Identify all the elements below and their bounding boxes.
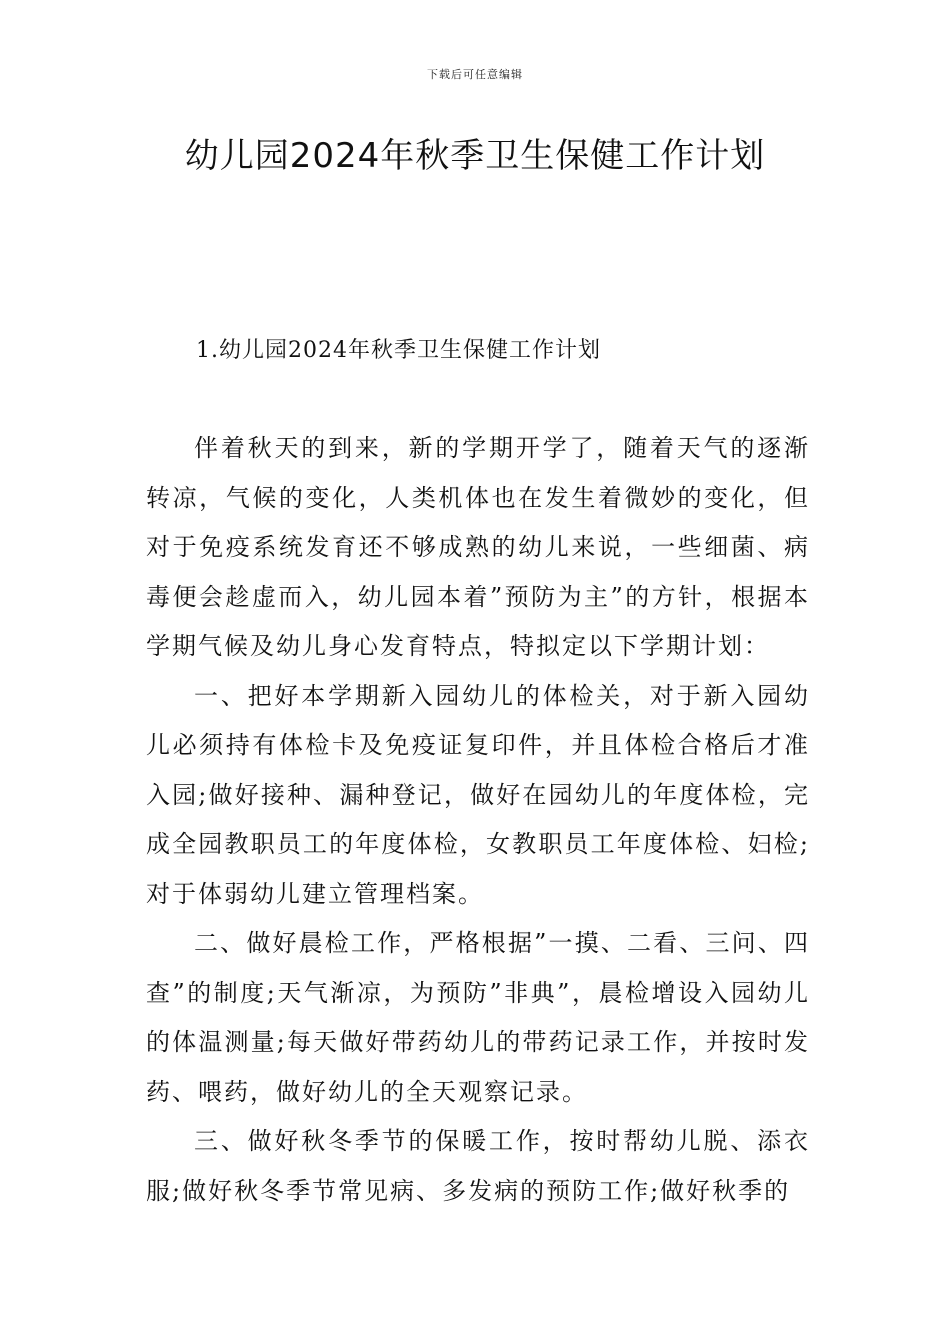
document-title: 幼儿园2024年秋季卫生保健工作计划	[184, 136, 766, 176]
paragraph-intro: 伴着秋天的到来，新的学期开学了，随着天气的逐渐转凉，气候的变化，人类机体也在发生着微妙的变化，但对于免疫系统发育还不够成熟的幼儿来说，一些细菌、病毒便会趁虚而入，幼儿园本着”预防为主”的方针，根据本学期气候及幼儿身心发育特点，特拟定以下学期计划：	[146, 434, 810, 660]
document-body	[146, 424, 810, 1216]
paragraph-item-3: 三、做好秋冬季节的保暖工作，按时帮幼儿脱、添衣服;做好秋冬季节常见病、多发病的预防工作;做好秋季的	[146, 1127, 810, 1205]
paragraph-item-1: 一、把好本学期新入园幼儿的体检关，对于新入园幼儿必须持有体检卡及免疫证复印件，并且体检合格后才准入园;做好接种、漏种登记，做好在园幼儿的年度体检，完成全园教职员工的年度体检，女教职员工年度体检、妇检;对于体弱幼儿建立管理档案。	[146, 681, 810, 908]
page-header-note: 下载后可任意编辑	[427, 68, 523, 81]
section-heading: 1.幼儿园2024年秋季卫生保健工作计划	[196, 338, 601, 363]
paragraph-item-2: 二、做好晨检工作，严格根据”一摸、二看、三问、四查”的制度;天气渐凉，为预防”非典”，晨检增设入园幼儿的体温测量;每天做好带药幼儿的带药记录工作，并按时发药、喂药，做好幼儿的全天观察记录。	[146, 929, 810, 1106]
